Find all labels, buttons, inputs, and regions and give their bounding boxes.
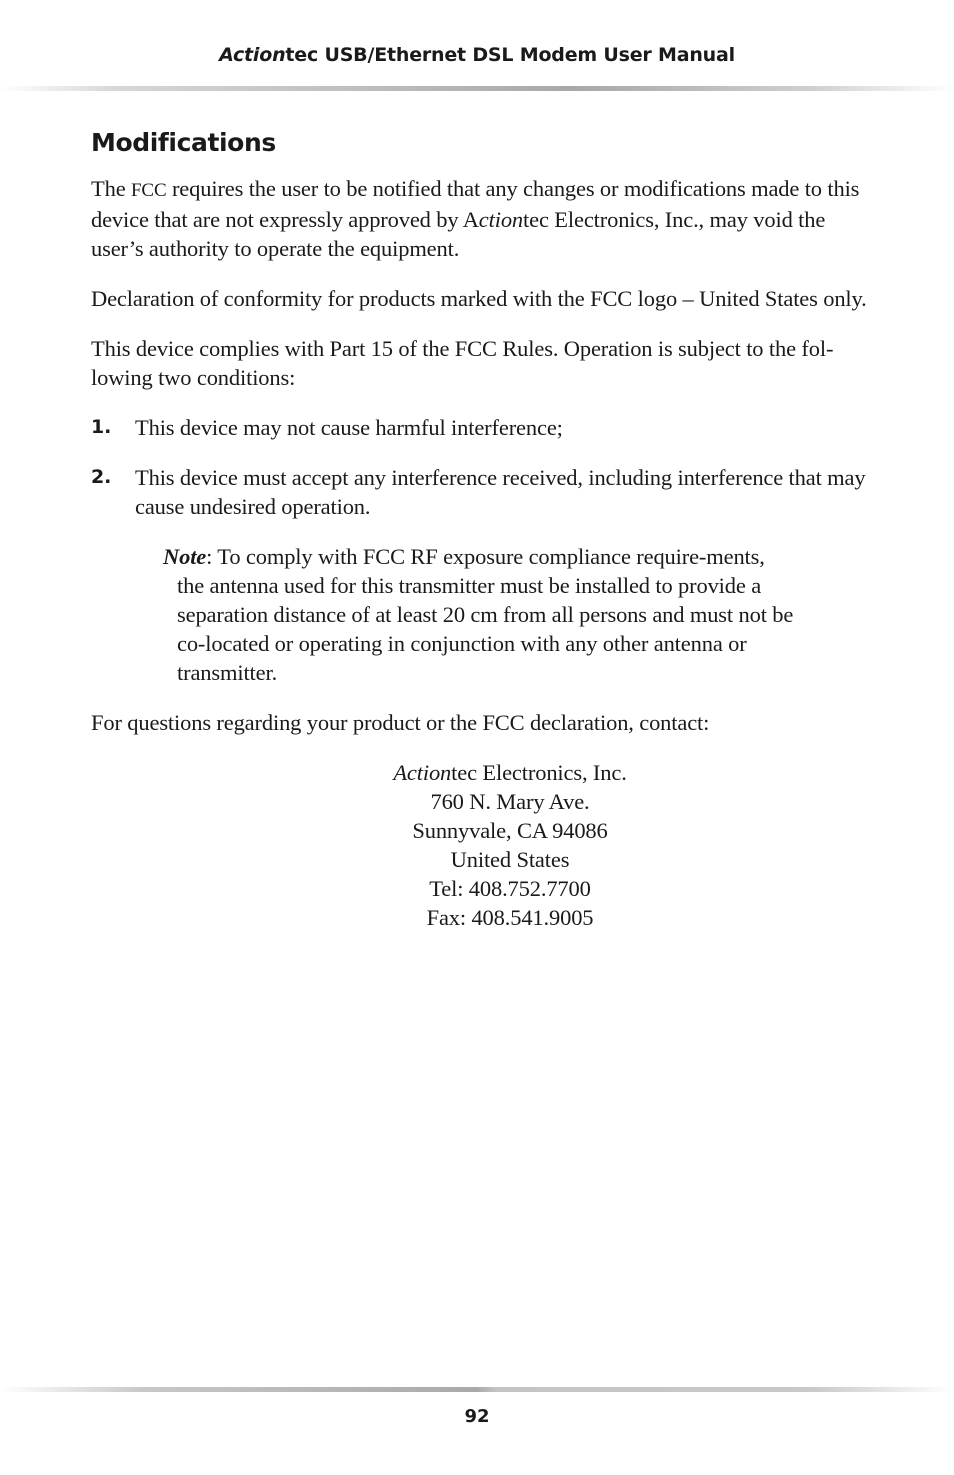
contact-address <box>91 758 929 932</box>
contact-intro: For questions regarding your product or the FCC declaration, contact: <box>91 710 710 735</box>
paragraph-fcc-notice <box>91 174 871 263</box>
header-rule <box>0 86 954 91</box>
address-country: United States <box>450 847 570 872</box>
address-company-italic: Action <box>393 760 452 785</box>
note-text: : To comply with FCC RF exposure compliance require-ments, the antenna used for this transmitter must be installed to provide a separation distance of at least 20 cm from all persons and must not be co-located or operating in conjunction with any other antenna or transmitter. <box>177 544 794 685</box>
condition-item <box>91 413 871 442</box>
paragraph-part15: This device complies with Part 15 of the FCC Rules. Operation is subject to the fol-lowing two conditions: <box>91 336 834 390</box>
condition-text: This device may not cause harmful interference; <box>135 415 563 440</box>
page-body <box>91 126 871 932</box>
page-number: 92 <box>464 1406 490 1427</box>
running-header <box>0 44 954 66</box>
footer-rule <box>0 1387 954 1392</box>
note-label: Note <box>163 544 207 569</box>
rf-exposure-note <box>163 542 797 687</box>
condition-item <box>91 463 871 521</box>
condition-number: 1. <box>91 416 112 438</box>
header-title-text: tec USB/Ethernet DSL Modem User Manual <box>285 44 735 66</box>
section-title: Modifications <box>91 128 276 157</box>
header-brand-italic: Action <box>219 44 286 66</box>
address-street: 760 N. Mary Ave. <box>430 789 590 814</box>
p1-text-a: The <box>91 176 132 201</box>
address-city: Sunnyvale, CA 94086 <box>412 818 608 843</box>
paragraph-declaration: Declaration of conformity for products marked with the FCC logo – United States only. <box>91 286 867 311</box>
address-fax: Fax: 408.541.9005 <box>426 905 594 930</box>
p1-fcc: FCC <box>131 180 167 201</box>
p1-text-c: tec Electronics, Inc., may void the user’s authority to operate the equipment. <box>91 207 826 261</box>
address-company <box>91 758 929 787</box>
p1-text-b: requires the user to be notified that any changes or modifications made to this device that are not expressly approved by A <box>91 176 860 232</box>
condition-text: This device must accept any interference received, including interference that may cause undesired operation. <box>135 465 866 519</box>
address-tel: Tel: 408.752.7700 <box>429 876 591 901</box>
address-company-rest: tec Electronics, Inc. <box>451 760 627 785</box>
p1-italic: ction <box>478 207 524 232</box>
condition-number: 2. <box>91 466 112 488</box>
